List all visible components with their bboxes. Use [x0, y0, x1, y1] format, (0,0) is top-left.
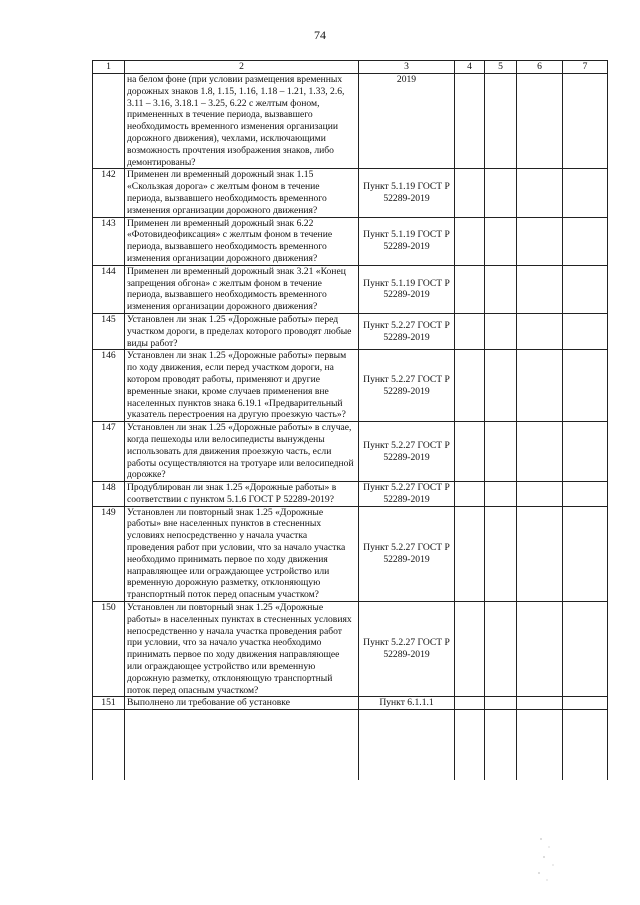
answer-cell: [517, 482, 563, 507]
requirement-reference: 2019: [359, 74, 455, 169]
scan-specks: [535, 835, 575, 885]
row-number: 144: [93, 265, 125, 313]
column-header: 7: [563, 61, 608, 74]
requirement-reference: Пункт 5.2.27 ГОСТ Р 52289-2019: [359, 602, 455, 697]
table-row: [93, 265, 608, 313]
column-header: 1: [93, 61, 125, 74]
answer-cell: [455, 482, 485, 507]
answer-cell: [455, 74, 485, 169]
requirement-reference: Пункт 5.1.19 ГОСТ Р 52289-2019: [359, 169, 455, 217]
continuation-cell: [563, 710, 608, 781]
row-number: 149: [93, 506, 125, 601]
row-number: 147: [93, 422, 125, 482]
answer-cell: [563, 602, 608, 697]
table-continuation: [93, 710, 608, 781]
continuation-cell: [93, 710, 125, 781]
answer-cell: [563, 697, 608, 710]
answer-cell: [485, 602, 517, 697]
requirement-reference: Пункт 5.2.27 ГОСТ Р 52289-2019: [359, 506, 455, 601]
answer-cell: [563, 265, 608, 313]
continuation-cell: [517, 710, 563, 781]
header-row: [93, 61, 608, 74]
table-row: [93, 602, 608, 697]
answer-cell: [485, 350, 517, 422]
question-text: Применен ли временный дорожный знак 6.22 «Фотовидеофиксация» с желтым фоном в течение периода, вызвавшего необходимость временного изменения организации дорожного движения?: [125, 217, 359, 265]
answer-cell: [455, 602, 485, 697]
answer-cell: [517, 602, 563, 697]
answer-cell: [563, 422, 608, 482]
row-number: 146: [93, 350, 125, 422]
answer-cell: [485, 313, 517, 349]
question-text: Применен ли временный дорожный знак 1.15 «Скользкая дорога» с желтым фоном в течение периода, вызвавшего необходимость временного изменения организации дорожного движения?: [125, 169, 359, 217]
continuation-cell: [455, 710, 485, 781]
table-row: [93, 422, 608, 482]
row-number: 150: [93, 602, 125, 697]
answer-cell: [485, 482, 517, 507]
answer-cell: [485, 506, 517, 601]
answer-cell: [563, 350, 608, 422]
column-header: 4: [455, 61, 485, 74]
requirement-reference: Пункт 5.2.27 ГОСТ Р 52289-2019: [359, 482, 455, 507]
question-text: Установлен ли повторный знак 1.25 «Дорожные работы» вне населенных пунктов в стесненных условиях непосредственно у начала участка проведения работ при условии, что за начало участка необходимо принимать первое по ходу движения направляющее или ограждающее устройство или временную дорожную разметку, отклоняющую транспортный поток перед опасным участком?: [125, 506, 359, 601]
table-row: [93, 697, 608, 710]
column-header: 6: [517, 61, 563, 74]
table-row: [93, 217, 608, 265]
answer-cell: [455, 217, 485, 265]
row-number: 145: [93, 313, 125, 349]
requirement-reference: Пункт 5.2.27 ГОСТ Р 52289-2019: [359, 350, 455, 422]
answer-cell: [563, 74, 608, 169]
question-text: Установлен ли повторный знак 1.25 «Дорожные работы» в населенных пунктах в стесненных условиях непосредственно у начала участка проведения работ при условии, что за начало участка необходимо принимать первое по ходу движения направляющее или ограждающее устройство или временную дорожную разметку, отклоняющую транспортный поток перед опасным участком?: [125, 602, 359, 697]
column-header: 3: [359, 61, 455, 74]
column-header: 2: [125, 61, 359, 74]
answer-cell: [517, 422, 563, 482]
answer-cell: [563, 482, 608, 507]
checklist-table: [92, 60, 608, 780]
row-number: [93, 74, 125, 169]
table-row: [93, 506, 608, 601]
row-number: 148: [93, 482, 125, 507]
answer-cell: [485, 422, 517, 482]
table-row: [93, 350, 608, 422]
continuation-cell: [125, 710, 359, 781]
question-text: Продублирован ли знак 1.25 «Дорожные работы» в соответствии с пунктом 5.1.6 ГОСТ Р 52289-2019?: [125, 482, 359, 507]
answer-cell: [517, 350, 563, 422]
column-header: 5: [485, 61, 517, 74]
row-number: 143: [93, 217, 125, 265]
requirement-reference: Пункт 5.2.27 ГОСТ Р 52289-2019: [359, 422, 455, 482]
answer-cell: [517, 217, 563, 265]
question-text: на белом фоне (при условии размещения временных дорожных знаков 1.8, 1.15, 1.16, 1.18 – 1.21, 1.33, 2.6, 3.11 – 3.16, 3.18.1 – 3.25, 6.22 с желтым фоном, примененных в течение периода, вызвавшего необходимость временного изменения организации дорожного движения), чехлами, исключающими возможность прочтения изображения знаков, либо демонтированы?: [125, 74, 359, 169]
question-text: Установлен ли знак 1.25 «Дорожные работы» перед участком дороги, в пределах которого проводят любые виды работ?: [125, 313, 359, 349]
question-text: Выполнено ли требование об установке: [125, 697, 359, 710]
question-text: Установлен ли знак 1.25 «Дорожные работы» первым по ходу движения, если перед участком дороги, на котором проводят работы, применяют и другие временные знаки, кроме случаев применения вне населенных пунктов знака 6.19.1 «Предварительный указатель перестроения на другую проезжую часть»?: [125, 350, 359, 422]
requirement-reference: Пункт 5.1.19 ГОСТ Р 52289-2019: [359, 217, 455, 265]
page-number: 74: [314, 28, 326, 42]
table-row: [93, 482, 608, 507]
row-number: 151: [93, 697, 125, 710]
requirement-reference: Пункт 5.1.19 ГОСТ Р 52289-2019: [359, 265, 455, 313]
answer-cell: [455, 313, 485, 349]
answer-cell: [485, 74, 517, 169]
question-text: Установлен ли знак 1.25 «Дорожные работы» в случае, когда пешеходы или велосипедисты вынуждены использовать для движения проезжую часть, если работы осуществляются на тротуаре или велосипедной дорожке?: [125, 422, 359, 482]
table-row: [93, 74, 608, 169]
answer-cell: [455, 506, 485, 601]
answer-cell: [455, 169, 485, 217]
requirement-reference: Пункт 6.1.1.1: [359, 697, 455, 710]
table-row: [93, 313, 608, 349]
answer-cell: [517, 313, 563, 349]
answer-cell: [563, 506, 608, 601]
requirement-reference: Пункт 5.2.27 ГОСТ Р 52289-2019: [359, 313, 455, 349]
answer-cell: [517, 697, 563, 710]
table-row: [93, 169, 608, 217]
answer-cell: [485, 697, 517, 710]
answer-cell: [563, 217, 608, 265]
continuation-cell: [485, 710, 517, 781]
answer-cell: [485, 217, 517, 265]
answer-cell: [563, 313, 608, 349]
answer-cell: [485, 265, 517, 313]
answer-cell: [455, 350, 485, 422]
answer-cell: [517, 265, 563, 313]
continuation-cell: [359, 710, 455, 781]
answer-cell: [455, 265, 485, 313]
answer-cell: [517, 169, 563, 217]
answer-cell: [455, 697, 485, 710]
answer-cell: [485, 169, 517, 217]
row-number: 142: [93, 169, 125, 217]
answer-cell: [517, 506, 563, 601]
answer-cell: [563, 169, 608, 217]
answer-cell: [517, 74, 563, 169]
answer-cell: [455, 422, 485, 482]
question-text: Применен ли временный дорожный знак 3.21 «Конец запрещения обгона» с желтым фоном в течение периода, вызвавшего необходимость временного изменения организации дорожного движения?: [125, 265, 359, 313]
